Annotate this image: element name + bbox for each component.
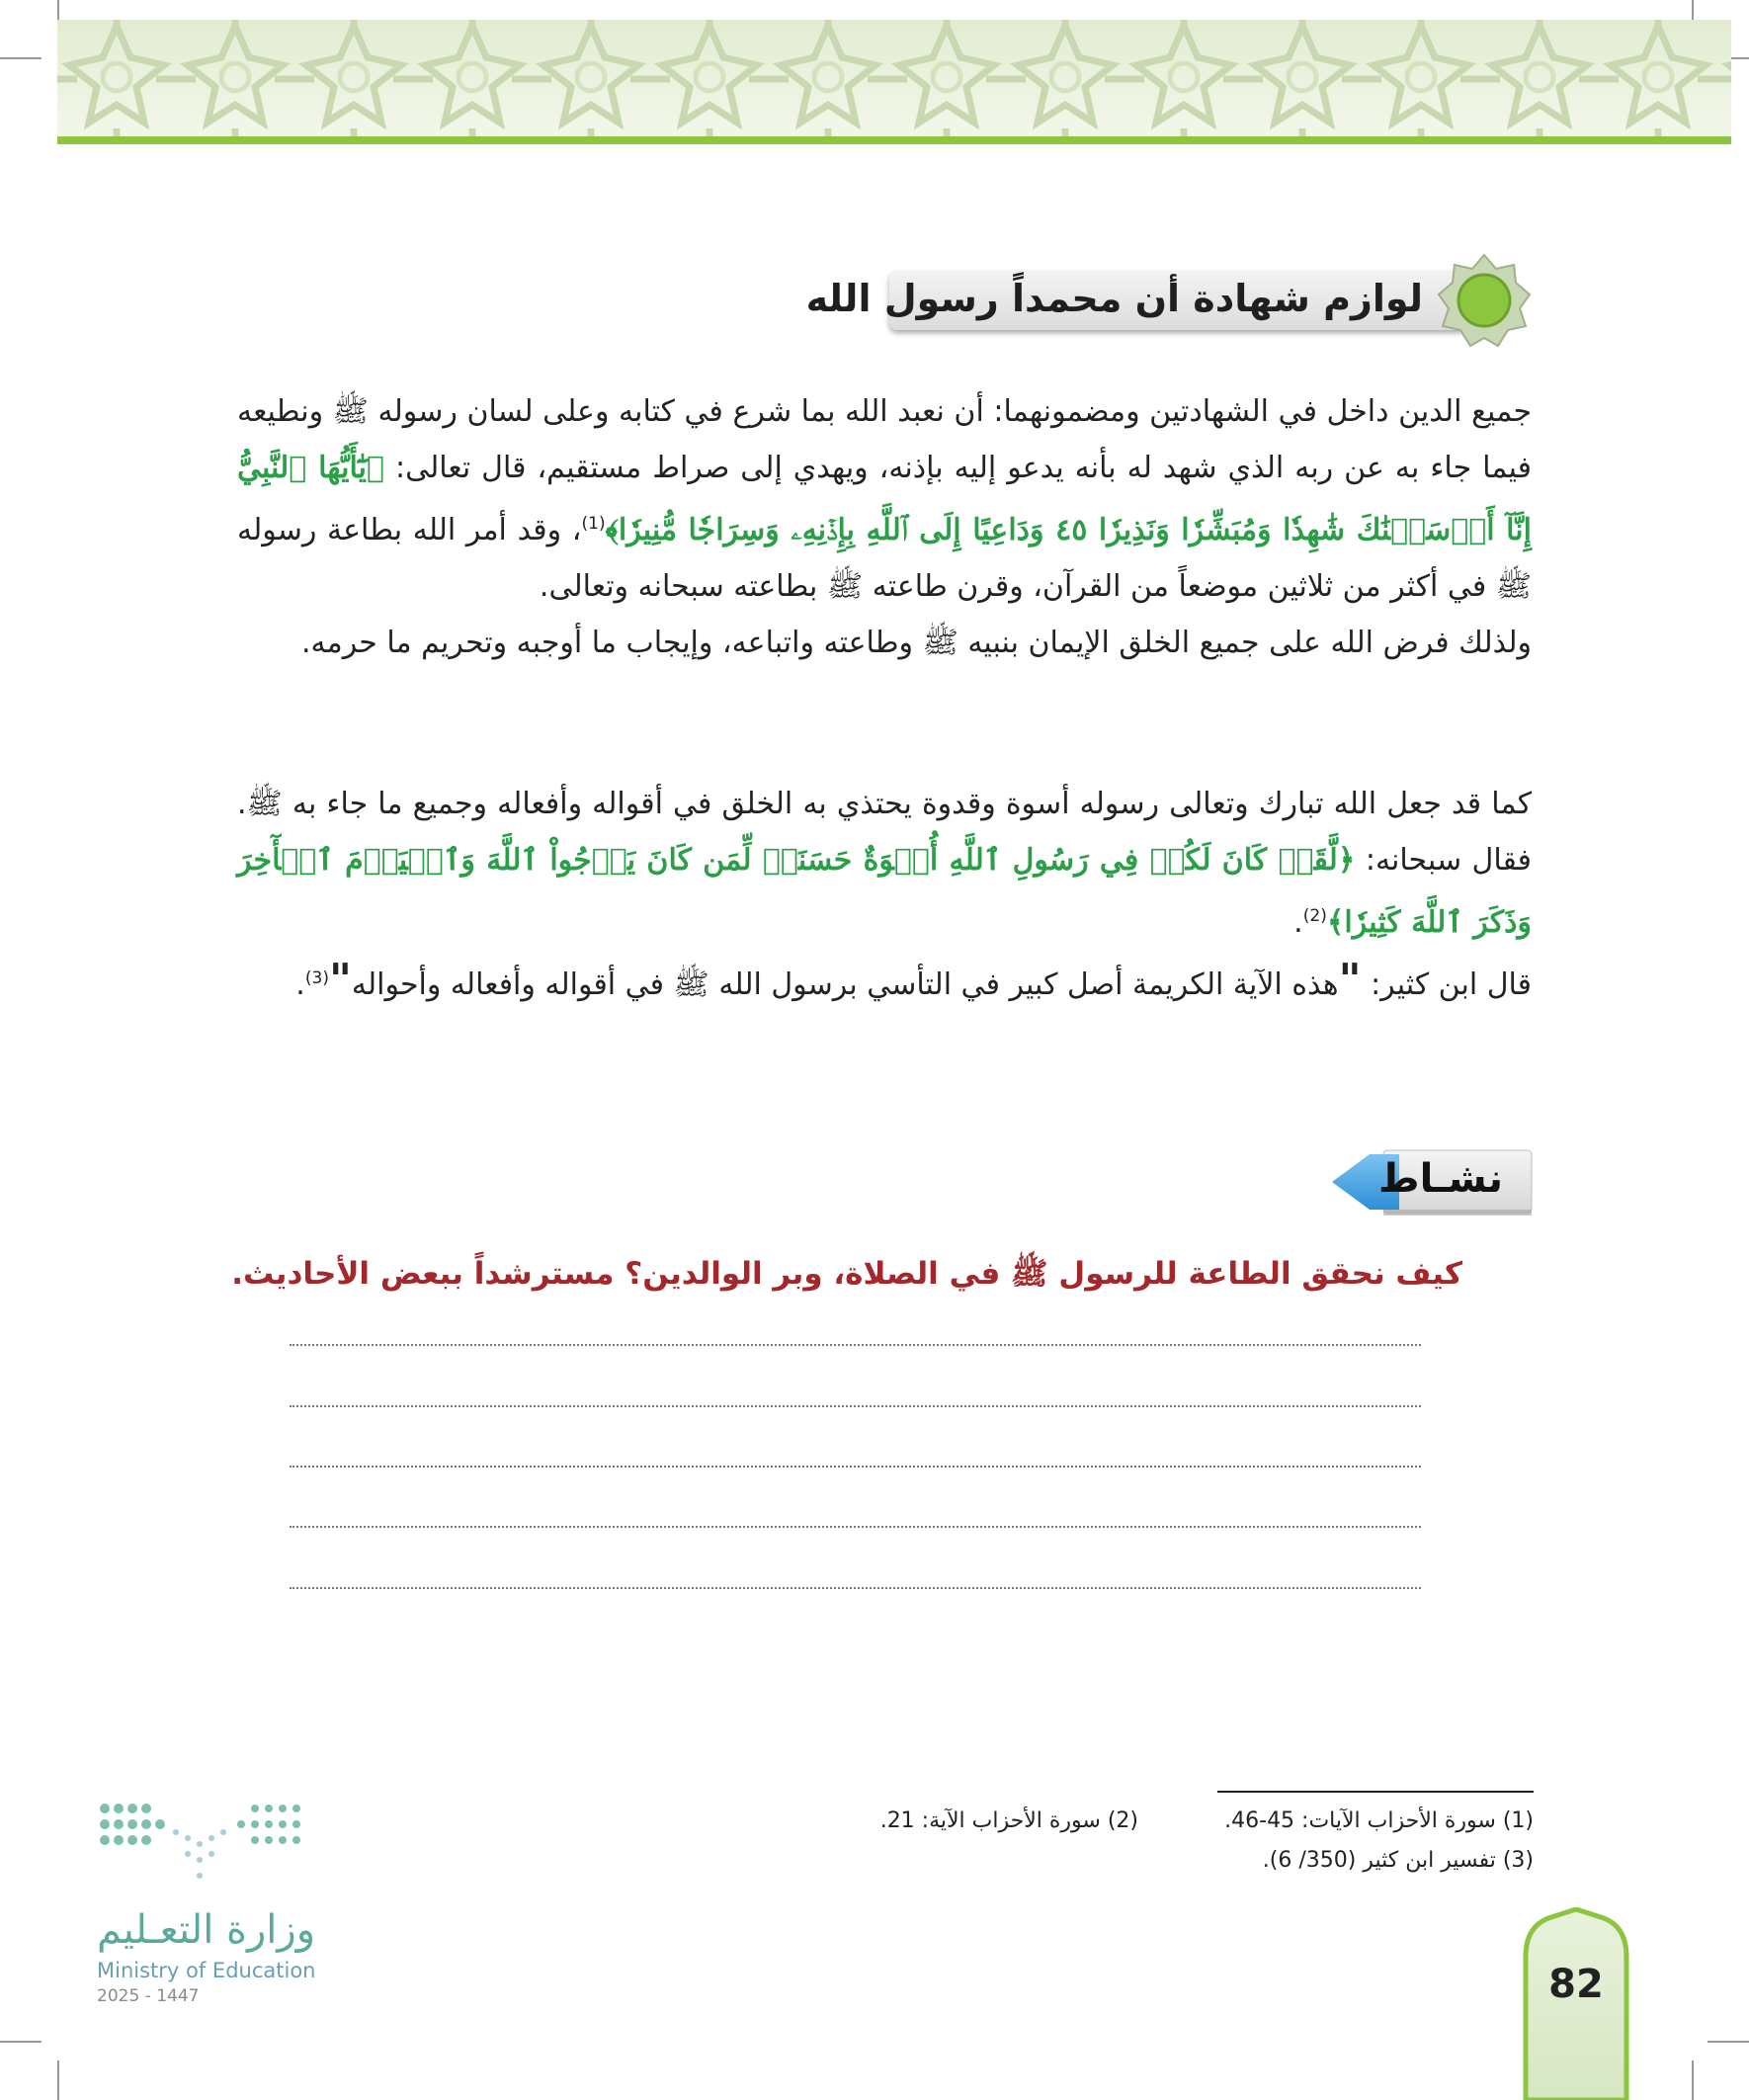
paragraph-3 [237,776,1532,951]
section-title: لوازم شهادة أن محمداً رسول الله [805,277,1423,320]
footnote-ref-3: (3) [304,968,329,988]
answer-line[interactable] [290,1587,1421,1589]
ministry-logo-icon [97,1799,314,1897]
paragraph-4-text-a: قال ابن كثير: [1361,967,1532,1002]
crop-mark [57,0,59,20]
answer-line[interactable] [290,1526,1421,1528]
ministry-name-english: Ministry of Education [97,1959,316,1982]
crop-mark [1692,2060,1694,2100]
answer-line[interactable] [290,1344,1421,1346]
quran-verse-1: ﴿يَٰٓأَيُّهَا ٱلنَّبِيُّ إِنَّآ أَرۡسَلۡنَٰكَ شَٰهِدٗا وَمُبَشِّرٗا وَنَذِيرٗا ٤٥ وَدَاعِيًا إِلَى ٱللَّهِ بِإِذۡنِهِۦ وَسِرَاجٗا مُّنِيرٗا﴾ [237,451,1532,547]
footnote-ref-2: (2) [1302,906,1327,926]
ministry-name-arabic: وزارة التعـليم [97,1907,316,1953]
crop-mark [0,2041,42,2043]
quran-verse-2: ﴿لَّقَدۡ كَانَ لَكُمۡ فِي رَسُولِ ٱللَّهِ أُسۡوَةٌ حَسَنَةٞ لِّمَن كَانَ يَرۡجُواْ ٱللَّهَ وَٱلۡيَوۡمَ ٱلۡأٓخِرَ وَذَكَرَ ٱللَّهَ كَثِيرٗا﴾ [237,843,1532,940]
paragraph-3-text-b: . [1293,905,1303,940]
crop-mark [1692,0,1694,20]
edition-year: 2025 - 1447 [97,1986,200,2006]
crop-mark [1707,2041,1749,2043]
paragraph-1 [237,383,1532,615]
activity-label: نشـاط [1378,1156,1503,1202]
activity-question: كيف نحقق الطاعة للرسول ﷺ في الصلاة، وبر الوالدين؟ مسترشداً ببعض الأحاديث. [231,1256,1462,1292]
paragraph-2: ولذلك فرض الله على جميع الخلق الإيمان بنبيه ﷺ وطاعته واتباعه، وإيجاب ما أوجبه وتحريم ما حرمه. [301,626,1532,660]
paragraph-block-1 [237,383,1532,671]
section-header [805,253,1532,348]
page-number: 82 [1548,1962,1604,2007]
footnote-ref-1: (1) [581,514,606,534]
star-badge-icon [1437,253,1532,348]
islamic-pattern-icon [57,20,1731,136]
paragraph-1-text-a: جميع الدين داخل في الشهادتين ومضمونهما: أن نعبد الله بما شرع في كتابه وعلى لسان رسوله ﷺ ونطيعه فيما جاء به عن ربه الذي شهد له بأنه يدعو إليه بإذنه، ويهدي إلى صراط مستقيم، قال تعالى: [237,394,1532,485]
activity-tab [1324,1144,1537,1219]
ibn-kathir-quote: هذه الآية الكريمة أصل كبير في التأسي برسول الله ﷺ في أقواله وأفعاله وأحواله [351,967,1339,1002]
paragraph-4-text-b: . [295,967,305,1002]
header-green-rule [57,136,1731,144]
footnote-1: (1) سورة الأحزاب الآيات: 45-46. [1224,1808,1534,1833]
crop-mark [57,2060,59,2100]
footnote-2: (2) سورة الأحزاب الآية: 21. [879,1808,1138,1833]
close-quote: " [328,955,352,1005]
open-quote: " [1338,955,1362,1005]
answer-line[interactable] [290,1466,1421,1468]
paragraph-1-text-b: ، وقد أمر الله بطاعة رسوله ﷺ في أكثر من ثلاثين موضعاً من القرآن، وقرن طاعته ﷺ بطاعته سبحانه وتعالى. [237,513,1532,604]
paragraph-3-text-a: كما قد جعل الله تبارك وتعالى رسوله أسوة وقدوة يحتذي به الخلق في أقواله وأفعاله وجميع ما جاء به ﷺ. فقال سبحانه: [237,787,1532,878]
footnote-3: (3) تفسير ابن كثير (350/ 6). [1262,1848,1534,1873]
answer-line[interactable] [290,1405,1421,1407]
paragraph-block-2 [237,776,1532,1013]
crop-mark [0,57,42,59]
paragraph-4 [237,951,1532,1013]
header-pattern-banner [57,20,1731,136]
footnote-rule [1217,1791,1534,1793]
